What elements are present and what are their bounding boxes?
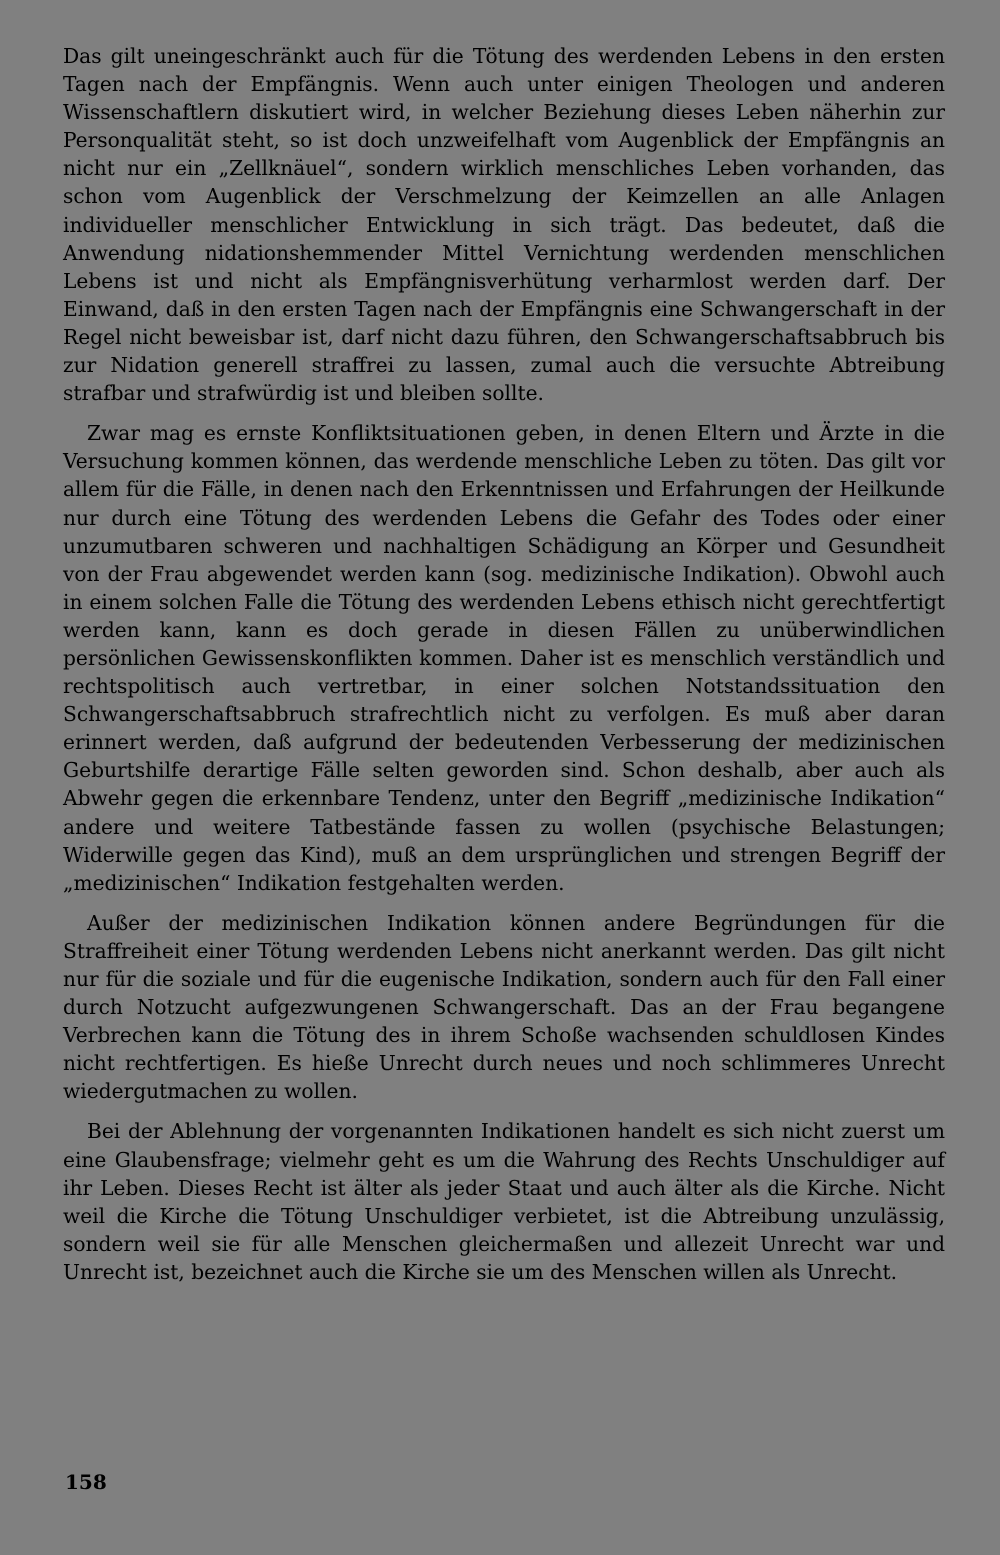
page-number: 158 bbox=[65, 1470, 107, 1494]
paragraph: Außer der medizinischen Indikation können andere Begründungen für die Straffreiheit einer Tötung werdenden Lebens nicht anerkannt werden. Das gilt nicht nur für die soziale und für die eugenische Indikation, sondern auch für den Fall einer durch Notzucht aufgezwungenen Schwangerschaft. Das an der Frau begangene Verbrechen kann die Tötung des in ihrem Schoße wachsenden schuldlosen Kindes nicht rechtfertigen. Es hieße Unrecht durch neues und noch schlimmeres Unrecht wiedergutmachen zu wollen. bbox=[63, 910, 945, 1104]
paragraph: Das gilt uneingeschränkt auch für die Tötung des werdenden Lebens in den ersten Tagen nach der Empfängnis. Wenn auch unter einigen Theologen und anderen Wissenschaftlern diskutiert wird, in welcher Beziehung dieses Leben näherhin zur Personqualität steht, so ist doch unzweifelhaft vom Augenblick der Empfängnis an nicht nur ein „Zellknäuel“, sondern wirklich menschliches Leben vorhanden, das schon vom Augenblick der Verschmelzung der Keimzellen an alle Anlagen individueller menschlicher Entwicklung in sich trägt. Das bedeutet, daß die Anwendung nidationshemmender Mittel Vernichtung werdenden menschlichen Lebens ist und nicht als Empfängnisverhütung verharmlost werden darf. Der Einwand, daß in den ersten Tagen nach der Empfängnis eine Schwangerschaft in der Regel nicht beweisbar ist, darf nicht dazu führen, den Schwangerschaftsabbruch bis zur Nidation generell straffrei zu lassen, zumal auch die versuchte Abtreibung strafbar und strafwürdig ist und bleiben sollte. bbox=[63, 44, 945, 406]
paragraph: Bei der Ablehnung der vorgenannten Indikationen handelt es sich nicht zuerst um eine Glaubensfrage; vielmehr geht es um die Wahrung des Rechts Unschuldiger auf ihr Leben. Dieses Recht ist älter als jeder Staat und auch älter als die Kirche. Nicht weil die Kirche die Tötung Unschuldiger verbietet, ist die Abtreibung unzulässig, sondern weil sie für alle Menschen gleichermaßen und allezeit Unrecht war und Unrecht ist, bezeichnet auch die Kirche sie um des Menschen willen als Unrecht. bbox=[63, 1119, 945, 1284]
paragraph: Zwar mag es ernste Konfliktsituationen geben, in denen Eltern und Ärzte in die Versuchung kommen können, das werdende menschliche Leben zu töten. Das gilt vor allem für die Fälle, in denen nach den Erkenntnissen und Erfahrungen der Heilkunde nur durch eine Tötung des werdenden Lebens die Gefahr des Todes oder einer unzumutbaren schweren und nachhaltigen Schädigung an Körper und Gesundheit von der Frau abgewendet werden kann (sog. medizinische Indikation). Obwohl auch in einem solchen Falle die Tötung des werdenden Lebens ethisch nicht gerechtfertigt werden kann, kann es doch gerade in diesen Fällen zu unüberwindlichen persönlichen Gewissenskonflikten kommen. Daher ist es menschlich verständlich und rechtspolitisch auch vertretbar, in einer solchen Notstandssituation den Schwangerschaftsabbruch strafrechtlich nicht zu verfolgen. Es muß aber daran erinnert werden, daß aufgrund der bedeutenden Verbesserung der medizinischen Geburtshilfe derartige Fälle selten geworden sind. Schon deshalb, aber auch als Abwehr gegen die erkennbare Tendenz, unter den Begriff „medizinische Indikation“ andere und weitere Tatbestände fassen zu wollen (psychische Belastungen; Widerwille gegen das Kind), muß an dem ursprünglichen und strengen Begriff der „medizinischen“ Indikation festgehalten werden. bbox=[63, 421, 945, 895]
